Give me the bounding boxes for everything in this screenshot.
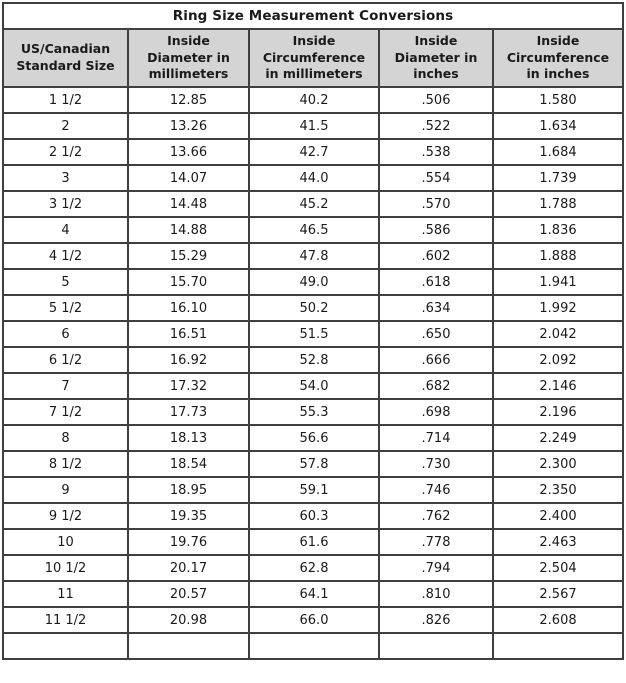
table-cell: 10	[3, 529, 128, 555]
table-cell: 56.6	[249, 425, 379, 451]
table-cell: 6 1/2	[3, 347, 128, 373]
table-cell: 62.8	[249, 555, 379, 581]
table-cell: 6	[3, 321, 128, 347]
table-cell: 20.98	[128, 607, 249, 633]
table-cell: 1.634	[493, 113, 623, 139]
table-row	[3, 451, 623, 477]
table-cell: 57.8	[249, 451, 379, 477]
table-cell: 40.2	[249, 87, 379, 113]
table-cell	[128, 633, 249, 659]
table-cell: .602	[379, 243, 493, 269]
table-cell: 55.3	[249, 399, 379, 425]
table-row	[3, 295, 623, 321]
table-cell: 60.3	[249, 503, 379, 529]
table-row	[3, 87, 623, 113]
table-cell: 15.29	[128, 243, 249, 269]
table-row	[3, 139, 623, 165]
table-cell: 5	[3, 269, 128, 295]
table-cell	[493, 633, 623, 659]
table-cell: 47.8	[249, 243, 379, 269]
table-cell: 1 1/2	[3, 87, 128, 113]
table-cell: 2.146	[493, 373, 623, 399]
title-row	[3, 3, 623, 29]
table-cell: .778	[379, 529, 493, 555]
table-cell: 1.580	[493, 87, 623, 113]
table-cell: 18.95	[128, 477, 249, 503]
table-row	[3, 425, 623, 451]
table-cell: 2.300	[493, 451, 623, 477]
table-cell: 1.941	[493, 269, 623, 295]
table-cell: 1.836	[493, 217, 623, 243]
table-cell: 51.5	[249, 321, 379, 347]
table-cell: 52.8	[249, 347, 379, 373]
table-cell: 18.54	[128, 451, 249, 477]
table-cell: 1.739	[493, 165, 623, 191]
table-cell: 2.092	[493, 347, 623, 373]
table-cell: .794	[379, 555, 493, 581]
table-cell: 41.5	[249, 113, 379, 139]
table-cell: 10 1/2	[3, 555, 128, 581]
table-cell: 2.567	[493, 581, 623, 607]
table-cell: .666	[379, 347, 493, 373]
table-cell: .730	[379, 451, 493, 477]
header-row	[3, 29, 623, 87]
table-cell: 2	[3, 113, 128, 139]
table-cell: .538	[379, 139, 493, 165]
table-cell: .698	[379, 399, 493, 425]
table-cell: 14.88	[128, 217, 249, 243]
table-row	[3, 217, 623, 243]
table-cell: .714	[379, 425, 493, 451]
table-cell: 19.76	[128, 529, 249, 555]
table-row	[3, 269, 623, 295]
column-header-diameter-in: Inside Diameter in inches	[379, 29, 493, 87]
table-cell: 2.350	[493, 477, 623, 503]
table-row	[3, 373, 623, 399]
table-cell: 11	[3, 581, 128, 607]
table-cell: 9	[3, 477, 128, 503]
table-row	[3, 399, 623, 425]
table-cell: .522	[379, 113, 493, 139]
table-cell: 13.66	[128, 139, 249, 165]
table-cell: 14.07	[128, 165, 249, 191]
table-cell: 61.6	[249, 529, 379, 555]
table-cell: 2.042	[493, 321, 623, 347]
table-cell: 18.13	[128, 425, 249, 451]
table-cell: .682	[379, 373, 493, 399]
table-cell: .618	[379, 269, 493, 295]
table-cell: 2.196	[493, 399, 623, 425]
table-row	[3, 191, 623, 217]
table-row	[3, 555, 623, 581]
table-cell: 2.463	[493, 529, 623, 555]
table-cell: .586	[379, 217, 493, 243]
table-row	[3, 113, 623, 139]
table-cell: 46.5	[249, 217, 379, 243]
table-cell: 8 1/2	[3, 451, 128, 477]
table-cell: 44.0	[249, 165, 379, 191]
table-cell: 2 1/2	[3, 139, 128, 165]
table-cell: 17.32	[128, 373, 249, 399]
column-header-circumference-mm: Inside Circumference in millimeters	[249, 29, 379, 87]
table-cell: .650	[379, 321, 493, 347]
table-cell	[249, 633, 379, 659]
table-cell: 1.992	[493, 295, 623, 321]
column-header-diameter-mm: Inside Diameter in millimeters	[128, 29, 249, 87]
table-cell: 45.2	[249, 191, 379, 217]
page-title: Ring Size Measurement Conversions	[3, 3, 623, 29]
table-row-partial	[3, 633, 623, 659]
table-row	[3, 347, 623, 373]
table-cell: 16.92	[128, 347, 249, 373]
table-cell: .810	[379, 581, 493, 607]
table-row	[3, 243, 623, 269]
table-body	[3, 87, 623, 659]
table-cell: 4 1/2	[3, 243, 128, 269]
table-cell: 59.1	[249, 477, 379, 503]
table-cell: 5 1/2	[3, 295, 128, 321]
table-cell: 50.2	[249, 295, 379, 321]
table-row	[3, 477, 623, 503]
table-cell: 2.400	[493, 503, 623, 529]
table-cell: 9 1/2	[3, 503, 128, 529]
table-cell: 1.788	[493, 191, 623, 217]
column-header-circumference-in: Inside Circumference in inches	[493, 29, 623, 87]
table-cell: 54.0	[249, 373, 379, 399]
table-cell: .634	[379, 295, 493, 321]
table-cell: 4	[3, 217, 128, 243]
table-cell: 1.888	[493, 243, 623, 269]
table-cell: .554	[379, 165, 493, 191]
table-cell: 2.504	[493, 555, 623, 581]
table-cell: 64.1	[249, 581, 379, 607]
table-row	[3, 581, 623, 607]
table-cell: 20.17	[128, 555, 249, 581]
table-cell: .826	[379, 607, 493, 633]
table-cell: 2.608	[493, 607, 623, 633]
table-cell: 66.0	[249, 607, 379, 633]
table-row	[3, 165, 623, 191]
column-header-standard-size: US/Canadian Standard Size	[3, 29, 128, 87]
table-cell: 19.35	[128, 503, 249, 529]
table-row	[3, 503, 623, 529]
table-cell	[3, 633, 128, 659]
table-cell: 14.48	[128, 191, 249, 217]
table-cell: 15.70	[128, 269, 249, 295]
table-cell: .570	[379, 191, 493, 217]
table-cell: 17.73	[128, 399, 249, 425]
table-cell: 2.249	[493, 425, 623, 451]
table-row	[3, 607, 623, 633]
table-cell: 16.10	[128, 295, 249, 321]
table-cell: 13.26	[128, 113, 249, 139]
table-cell: 1.684	[493, 139, 623, 165]
table-cell: 49.0	[249, 269, 379, 295]
table-cell: .762	[379, 503, 493, 529]
table-cell: 3	[3, 165, 128, 191]
table-cell: 7	[3, 373, 128, 399]
table-cell	[379, 633, 493, 659]
table-cell: 20.57	[128, 581, 249, 607]
table-cell: 16.51	[128, 321, 249, 347]
table-cell: .506	[379, 87, 493, 113]
table-cell: 42.7	[249, 139, 379, 165]
table-cell: .746	[379, 477, 493, 503]
table-cell: 3 1/2	[3, 191, 128, 217]
table-row	[3, 529, 623, 555]
table-row	[3, 321, 623, 347]
ring-size-conversion-table	[2, 2, 624, 660]
table-cell: 8	[3, 425, 128, 451]
table-cell: 12.85	[128, 87, 249, 113]
table-cell: 7 1/2	[3, 399, 128, 425]
table-cell: 11 1/2	[3, 607, 128, 633]
